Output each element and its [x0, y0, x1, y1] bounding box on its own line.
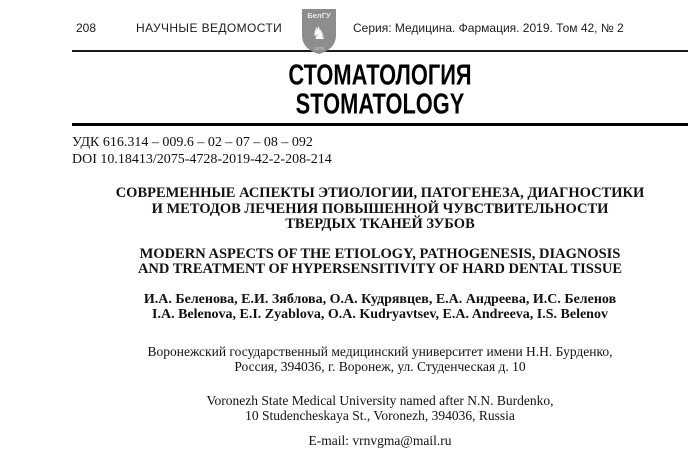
page-header — [72, 0, 688, 52]
university-logo-icon — [300, 8, 338, 55]
affiliation-ru-line: Россия, 394036, г. Воронеж, ул. Студенческая д. 10 — [234, 358, 526, 374]
section-title-en: STOMATOLOGY — [295, 87, 465, 120]
authors-en: I.A. Belenova, E.I. Zyablova, O.A. Kudryavtsev, E.A. Andreeva, I.S. Belenov — [152, 307, 608, 322]
article-title-ru-line: ТВЕРДЫХ ТКАНЕЙ ЗУБОВ — [285, 216, 475, 232]
email-line: E-mail: vrnvgma@mail.ru — [308, 432, 452, 448]
page-number: 208 — [76, 21, 97, 35]
article-title-en — [72, 247, 688, 278]
authors-block — [72, 292, 688, 323]
journal-name: НАУЧНЫЕ ВЕДОМОСТИ — [136, 21, 283, 35]
journal-page — [72, 0, 688, 448]
udk-line: УДК 616.314 – 009.6 – 02 – 07 – 08 – 092 — [72, 135, 313, 150]
article-title-ru — [72, 186, 688, 233]
section-title-ru: СТОМАТОЛОГИЯ — [288, 58, 472, 91]
authors-ru: И.А. Беленова, Е.И. Зяблова, О.А. Кудрявцев, Е.А. Андреева, И.С. Беленов — [143, 291, 617, 307]
section-heading — [72, 60, 688, 118]
doi-line: DOI 10.18413/2075-4728-2019-42-2-208-214 — [72, 152, 332, 167]
logo-year-text: 1876 — [313, 46, 325, 51]
article-title-ru-line: СОВРЕМЕННЫЕ АСПЕКТЫ ЭТИОЛОГИИ, ПАТОГЕНЕЗА, ДИАГНОСТИКИ — [115, 185, 645, 201]
article-title-en-line: AND TREATMENT OF HYPERSENSITIVITY OF HARD DENTAL TISSUE — [137, 261, 623, 277]
divider-rule — [72, 123, 688, 126]
identifiers-block — [72, 134, 688, 168]
affiliation-en — [72, 393, 688, 423]
university-emblem-icon: ♞ — [311, 24, 327, 43]
affiliation-en-line: 10 Studencheskaya St., Voronezh, 394036, Russia — [245, 407, 515, 423]
article-title-en-line: MODERN ASPECTS OF THE ETIOLOGY, PATHOGENESIS, DIAGNOSIS — [139, 245, 621, 262]
series-info: Серия: Медицина. Фармация. 2019. Том 42, № 2 — [353, 21, 624, 35]
affiliation-ru-line: Воронежский государственный медицинский университет имени Н.Н. Бурденко, — [147, 343, 613, 359]
logo-abbr-text: БелГУ — [307, 11, 331, 20]
article-title-ru-line: И МЕТОДОВ ЛЕЧЕНИЯ ПОВЫШЕННОЙ ЧУВСТВИТЕЛЬНОСТИ — [151, 200, 609, 217]
affiliation-ru — [72, 344, 688, 374]
affiliation-en-line: Voronezh State Medical University named after N.N. Burdenko, — [206, 392, 554, 408]
